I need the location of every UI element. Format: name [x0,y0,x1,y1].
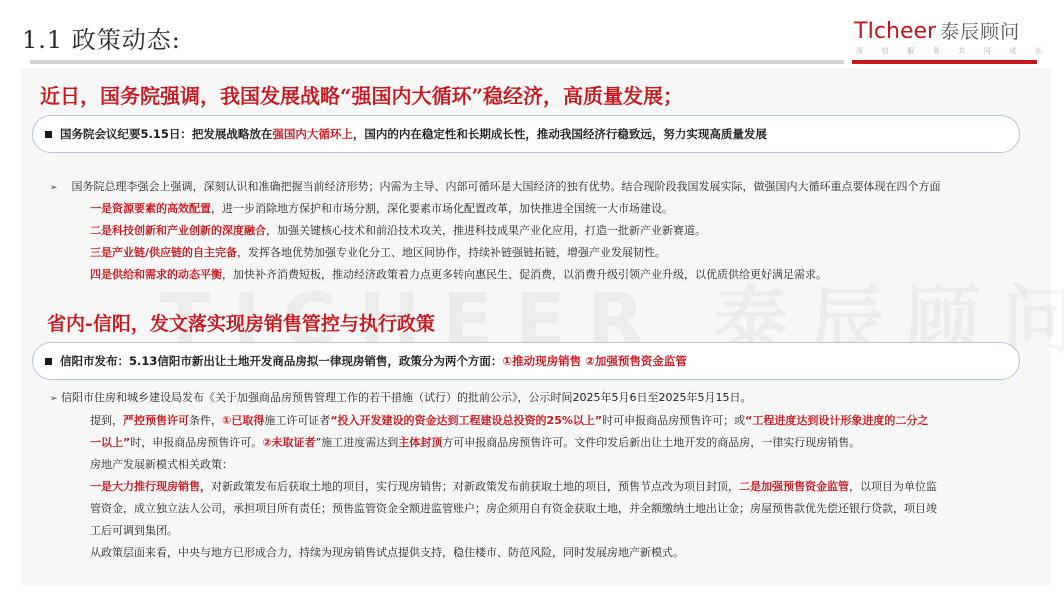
page-title: 1.1 政策动态: [22,26,181,54]
section2-line-5: 一是大力推行现房销售，对新政策发布后获取土地的项目，实行现房销售；对新政策发布前获取土地的项目，预售节点改为项目封顶，二是加强预售资金监管，以项目为单位监 [90,480,937,493]
section2-heading: 省内-信阳，发文落实现房销售管控与执行政策 [47,313,435,335]
logo-text: TIcheer [854,19,937,44]
header-divider [30,60,844,64]
square-bullet-icon [45,131,52,138]
company-logo [854,20,1044,54]
section2-line-3: 一以上”时，申报商品房预售许可。②未取证者”施工进度需达到主体封顶方可申报商品房预售许可。文件印发后新出让土地开发的商品房，一律实行现房销售。 [90,436,861,449]
section2-line-2: 提到，严控预售许可条件，①已取得施工许可证者“投入开发建设的资金达到工程建设总投资的25%以上”时可申报商品房预售许可；或“工程进度达到设计形象进度的二分之 [90,414,929,427]
section1-intro: ➢ 国务院总理李强会上强调，深刻认识和准确把握当前经济形势；内需为主导、内部可循环是大国经济的独有优势。结合现阶段我国发展实际，做强国内大循环重点要体现在四个方面 [50,180,941,193]
arrow-bullet-icon: ➢ [50,183,58,193]
section1-point-4: 四是供给和需求的动态平衡，加快补齐消费短板，推动经济政策着力点更多转向惠民生、促消费，以消费升级引领产业升级，以优质供给更好满足需求。 [90,268,827,281]
section2-line-1: ➢ 信阳市住房和城乡建设局发布《关于加强商品房预售管理工作的若干措施（试行）的批前公示》，公示时间2025年5月6日至2025年5月15日。 [50,391,752,404]
section2-line-7: 工后可调到集团。 [90,524,178,537]
section1-heading: 近日，国务院强调，我国发展战略“强国内大循环”稳经济，高质量发展； [40,84,684,108]
section2-line-6: 管资金，成立独立法人公司，承担项目所有责任；预售监管资金全额进监管账户；房企须用自有资金获取土地，并全额缴纳土地出让金；房屋预售款优先偿还银行贷款，项目竣 [90,502,937,515]
logo-slogan: 深 信 服 务 共 同 成 长 [856,47,1042,55]
section1-summary-box: 国务院会议纪要5.15日：把发展战略放在 强国内大循环上 ，国内的内在稳定性和长期成长性，推动我国经济行稳致远，努力实现高质量发展 [32,115,1020,153]
logo-cn-text: 泰辰顾问 [940,21,1021,43]
section1-point-3: 三是产业链/供应链的自主完备，发挥各地优势加强专业化分工、地区间协作，持续补链强链拓链，增强产业发展韧性。 [90,246,667,259]
section2-line-4: 房地产发展新模式相关政策： [90,458,233,471]
square-bullet-icon [45,358,52,365]
section1-point-2: 二是科技创新和产业创新的深度融合，加强关键核心技术和前沿技术攻关，推进科技成果产业化应用，打造一批新产业新赛道。 [90,224,706,237]
arrow-bullet-icon: ➢ [50,394,58,404]
section1-point-1: 一是资源要素的高效配置，进一步消除地方保护和市场分割，深化要素市场化配置改革，加快推进全国统一大市场建设。 [90,202,673,215]
section2-summary-box: 信阳市发布：5.13信阳市新出让土地开发商品房拟一律现房销售，政策分为两个方面： ①推动现房销售 ②加强预售资金监管 [32,342,1020,380]
logo-divider [852,60,1037,64]
section2-line-8: 从政策层面来看，中央与地方已形成合力，持续为现房销售试点提供支持，稳住楼市、防范风险，同时发展房地产新模式。 [90,546,684,559]
